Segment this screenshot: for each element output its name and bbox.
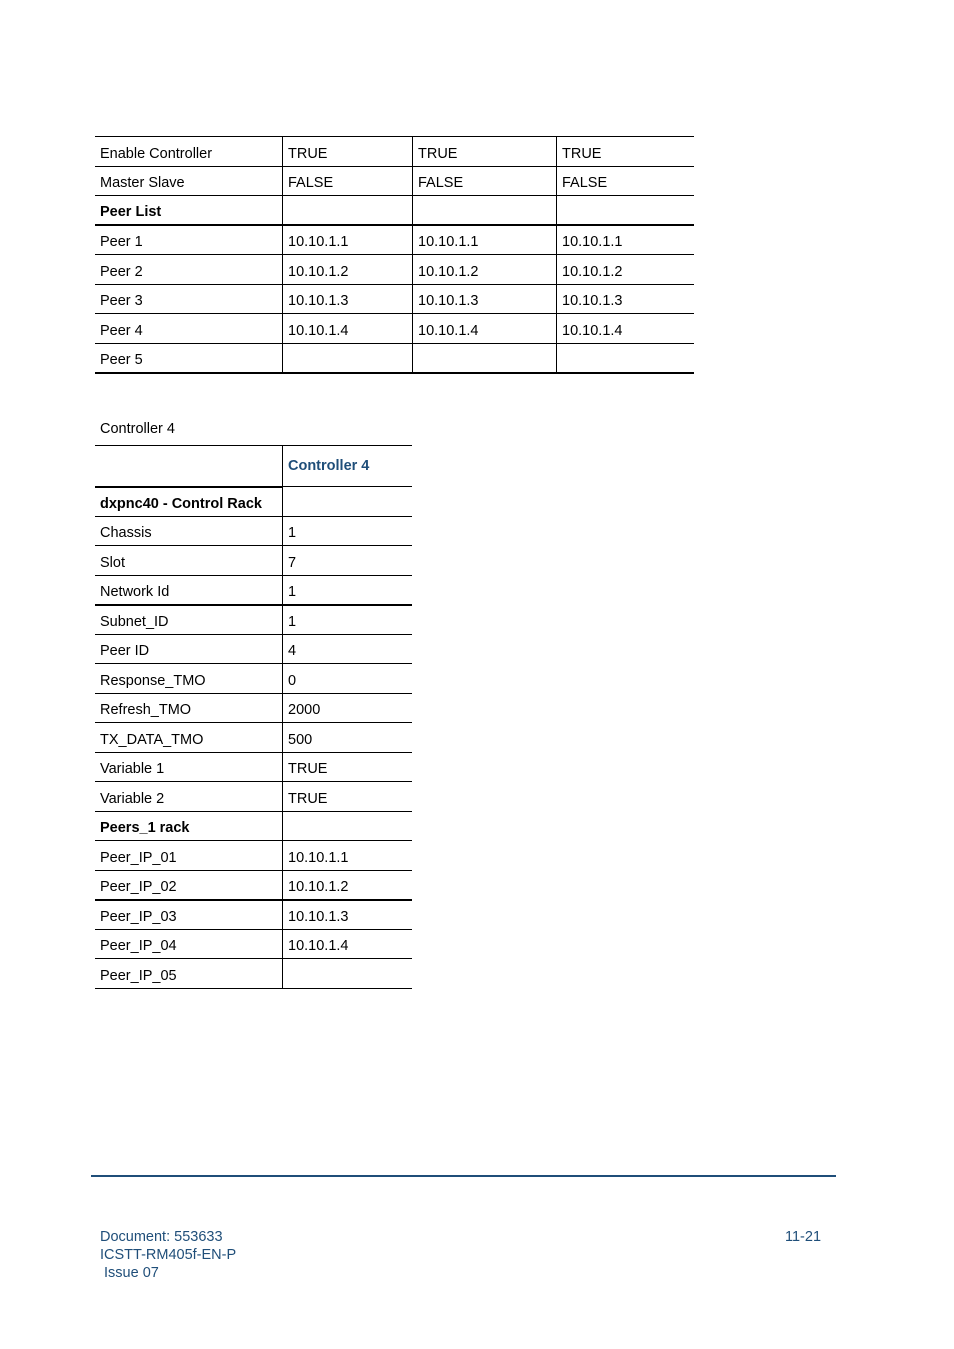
table-row (95, 137, 694, 167)
table-row (95, 900, 412, 930)
cell-value: 10.10.1.2 (413, 255, 557, 285)
table-row (95, 929, 412, 959)
row-label: Variable 2 (95, 782, 283, 812)
table-row (95, 166, 694, 196)
cell-value: TRUE (283, 752, 413, 782)
section-heading: Controller 4 (100, 421, 175, 437)
table-row (95, 664, 412, 694)
table-row (95, 959, 412, 989)
cell-value (557, 343, 695, 373)
footer-divider (91, 1175, 836, 1177)
cell-value: 7 (283, 546, 413, 576)
cell-value (283, 487, 413, 517)
cell-value: 10.10.1.4 (557, 314, 695, 344)
cell-value: 10.10.1.3 (557, 284, 695, 314)
cell-value: 10.10.1.3 (283, 284, 413, 314)
cell-value: FALSE (557, 166, 695, 196)
cell-value (557, 196, 695, 226)
cell-value: TRUE (283, 782, 413, 812)
cell-value: 500 (283, 723, 413, 753)
table-row (95, 487, 412, 517)
cell-value: 10.10.1.4 (413, 314, 557, 344)
row-label: Response_TMO (95, 664, 283, 694)
cell-value: 2000 (283, 693, 413, 723)
table-header-row (95, 446, 412, 487)
cell-value: 10.10.1.2 (283, 870, 413, 900)
cell-value: TRUE (413, 137, 557, 167)
cell-value: 10.10.1.2 (283, 255, 413, 285)
cell-value: 10.10.1.4 (283, 929, 413, 959)
controller4-table (95, 445, 412, 989)
cell-value: 10.10.1.1 (283, 225, 413, 255)
table-row (95, 575, 412, 605)
peer-config-table (95, 136, 694, 374)
cell-value (283, 196, 413, 226)
row-label: dxpnc40 - Control Rack (95, 487, 283, 517)
cell-value: 10.10.1.1 (413, 225, 557, 255)
table-row (95, 752, 412, 782)
cell-value: 1 (283, 605, 413, 635)
row-label: Peer 1 (95, 225, 283, 255)
row-label: Peer_IP_04 (95, 929, 283, 959)
table-row (95, 605, 412, 635)
table-row (95, 225, 694, 255)
cell-value: TRUE (283, 137, 413, 167)
header-blank-cell (95, 446, 283, 487)
footer-document-info (100, 1228, 236, 1282)
cell-value: 10.10.1.1 (557, 225, 695, 255)
issue-number: Issue 07 (100, 1265, 159, 1281)
row-label: Peer_IP_03 (95, 900, 283, 930)
document-number: Document: 553633 (100, 1229, 223, 1245)
row-label: Peer 5 (95, 343, 283, 373)
cell-value (413, 196, 557, 226)
table-row (95, 516, 412, 546)
row-label: Slot (95, 546, 283, 576)
table-row (95, 693, 412, 723)
row-label: Peer 3 (95, 284, 283, 314)
cell-value: 0 (283, 664, 413, 694)
table-row (95, 841, 412, 871)
cell-value: 4 (283, 634, 413, 664)
row-label: Peer ID (95, 634, 283, 664)
table-row (95, 870, 412, 900)
cell-value (283, 959, 413, 989)
cell-value: TRUE (557, 137, 695, 167)
cell-value: FALSE (283, 166, 413, 196)
table-row (95, 343, 694, 373)
cell-value: 1 (283, 516, 413, 546)
row-label: Chassis (95, 516, 283, 546)
cell-value (283, 343, 413, 373)
table-row (95, 314, 694, 344)
row-label: Peers_1 rack (95, 811, 283, 841)
table-row (95, 284, 694, 314)
cell-value: 10.10.1.4 (283, 314, 413, 344)
cell-value (283, 811, 413, 841)
row-label: Peer 2 (95, 255, 283, 285)
row-label: Variable 1 (95, 752, 283, 782)
table-row (95, 634, 412, 664)
table-row (95, 196, 694, 226)
row-label: Peer_IP_05 (95, 959, 283, 989)
row-label: Master Slave (95, 166, 283, 196)
row-label: Network Id (95, 575, 283, 605)
cell-value (413, 343, 557, 373)
column-header: Controller 4 (283, 446, 413, 487)
cell-value: FALSE (413, 166, 557, 196)
cell-value: 10.10.1.3 (283, 900, 413, 930)
table-row (95, 811, 412, 841)
row-label: Subnet_ID (95, 605, 283, 635)
cell-value: 10.10.1.1 (283, 841, 413, 871)
cell-value: 10.10.1.2 (557, 255, 695, 285)
row-label: Refresh_TMO (95, 693, 283, 723)
row-label: TX_DATA_TMO (95, 723, 283, 753)
row-label: Peer List (95, 196, 283, 226)
table-row (95, 546, 412, 576)
document-code: ICSTT-RM405f-EN-P (100, 1247, 237, 1263)
cell-value: 1 (283, 575, 413, 605)
table-row (95, 782, 412, 812)
row-label: Peer 4 (95, 314, 283, 344)
page-number: 11-21 (785, 1229, 822, 1245)
table-row (95, 255, 694, 285)
table-row (95, 723, 412, 753)
row-label: Enable Controller (95, 137, 283, 167)
cell-value: 10.10.1.3 (413, 284, 557, 314)
row-label: Peer_IP_02 (95, 870, 283, 900)
row-label: Peer_IP_01 (95, 841, 283, 871)
